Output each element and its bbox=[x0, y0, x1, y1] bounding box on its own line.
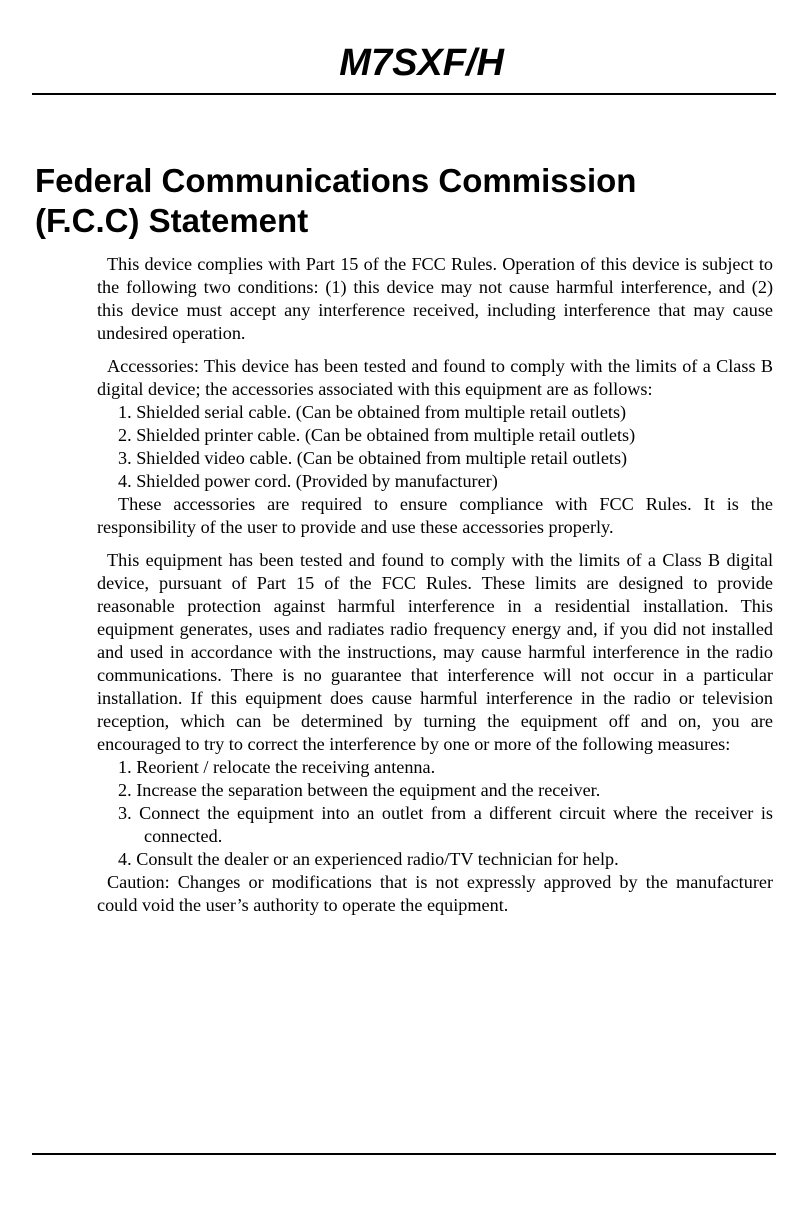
accessory-item: 4. Shielded power cord. (Provided by manufacturer) bbox=[118, 471, 498, 491]
accessory-item: 3. Shielded video cable. (Can be obtained from multiple retail outlets) bbox=[118, 448, 628, 468]
measure-item: 3. Connect the equipment into an outlet from a different circuit where the receiver is connected. bbox=[118, 803, 773, 846]
measure-item: 2. Increase the separation between the equipment and the receiver. bbox=[118, 780, 601, 800]
measure-item: 4. Consult the dealer or an experienced radio/TV technician for help. bbox=[118, 849, 619, 869]
intro-paragraph: This device complies with Part 15 of the FCC Rules. Operation of this device is subject to the following two conditions: (1) this device may not cause harmful interference, and (2) this device must accept any interference received, including interference that may cause undesired operation. bbox=[97, 254, 773, 343]
model-title: M7SXF/H bbox=[339, 42, 504, 84]
accessories-paragraph: Accessories: This device has been tested and found to comply with the limits of a Class B digital device; the accessories associated with this equipment are as follows: bbox=[97, 356, 773, 399]
caution-paragraph: Caution: Changes or modifications that is not expressly approved by the manufacturer could void the user’s authority to operate the equipment. bbox=[97, 872, 773, 915]
header-divider bbox=[32, 93, 776, 95]
section-heading-line1: Federal Communications Commission bbox=[35, 162, 637, 199]
footer-divider bbox=[32, 1153, 776, 1155]
measure-item: 1. Reorient / relocate the receiving antenna. bbox=[118, 757, 436, 777]
accessories-note: These accessories are required to ensure compliance with FCC Rules. It is the responsibility of the user to provide and use these accessories properly. bbox=[97, 494, 773, 537]
section-heading-line2: (F.C.C) Statement bbox=[35, 202, 309, 239]
section-heading bbox=[35, 161, 775, 241]
statement-body bbox=[97, 253, 773, 917]
equipment-paragraph: This equipment has been tested and found to comply with the limits of a Class B digital device, pursuant of Part 15 of the FCC Rules. These limits are designed to provide reasonable protection against harmful interference in a residential installation. This equipment generates, uses and radiates radio frequency energy and, if you did not installed and used in accordance with the instructions, may cause harmful interference in the radio communications. There is no guarantee that interference will not occur in a particular installation. If this equipment does cause harmful interference in the radio or television reception, which can be determined by turning the equipment off and on, you are encouraged to try to correct the interference by one or more of the following measures: bbox=[97, 550, 773, 754]
accessory-item: 2. Shielded printer cable. (Can be obtained from multiple retail outlets) bbox=[118, 425, 636, 445]
accessory-item: 1. Shielded serial cable. (Can be obtained from multiple retail outlets) bbox=[118, 402, 627, 422]
